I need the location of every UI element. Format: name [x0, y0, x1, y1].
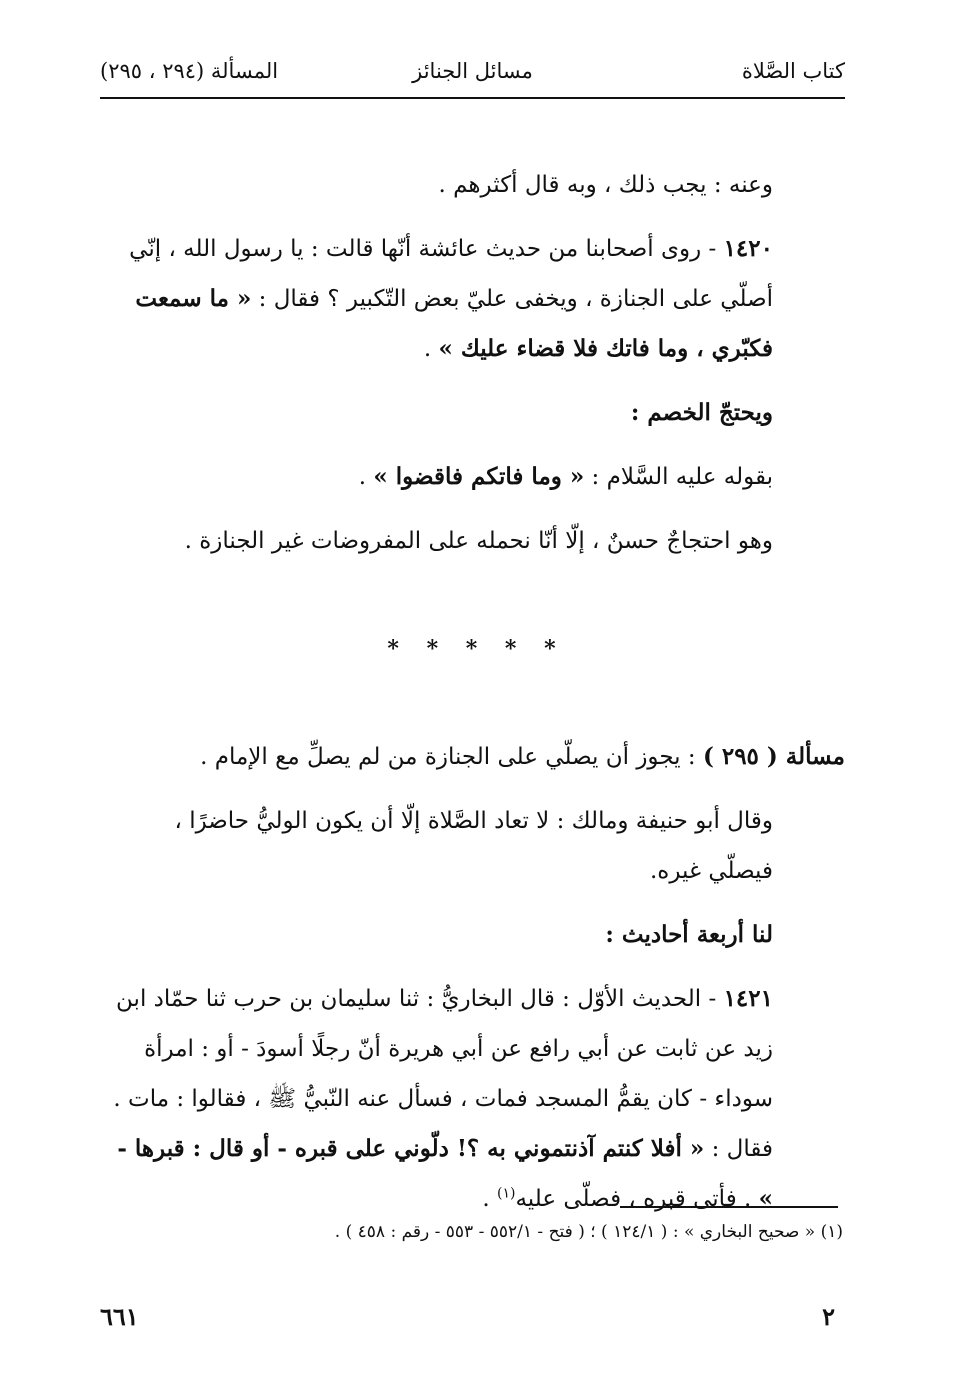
header-divider — [100, 97, 845, 99]
hadith-number: ١٤٢٠ — [723, 235, 773, 262]
header-issue-range: المسألة (٢٩٤ ، ٢٩٥) — [100, 59, 279, 83]
footnote-divider — [620, 1206, 838, 1208]
page-body — [108, 160, 845, 1224]
hadith-1420 — [108, 224, 845, 374]
footnote: (١) « صحيح البخاري » : ( ١٢٤/١ ) ؛ ( فتح - ٥٥٢/١ - ٥٥٣ - رقم : ٤٥٨ ) . — [334, 1222, 843, 1242]
sentence-end: . — [358, 464, 374, 490]
header-book-title: كتاب الصَّلاة — [741, 59, 845, 83]
paragraph: وهو احتجاجٌ حسنٌ ، إلّا أنّا نحمله على المفروضات غير الجنازة . — [184, 528, 773, 554]
section-heading: ويحتجّ الخصم : — [630, 399, 773, 426]
paragraph — [108, 452, 845, 502]
page-number: ٦٦١ — [100, 1302, 139, 1331]
hadith-number: ١٤٢١ — [723, 985, 773, 1012]
hadith-text: - الحديث الأوّل : قال البخاريُّ : ثنا سليمان بن حرب ثنا حمّاد ابن زيد عن ثابت عن أبي رافع عن أبي هريرة أنّ رجلًا أسودَ - أو : امرأة سوداء - كان يقمُّ المسجد فمات ، فسأل عنه النّبيُّ ﷺ ، فقالوا : مات . فقال : — [113, 986, 773, 1162]
sentence-end: . — [423, 336, 439, 362]
section-heading: لنا أربعة أحاديث : — [605, 921, 773, 948]
hadith-quote: « أفلا كنتم آذنتموني به ؟! دلّوني على قبره - أو قال : قبرها - » — [117, 1135, 773, 1212]
hadith-text: . فأتى قبره ، فصلّى عليه — [515, 1186, 759, 1212]
hadith-quote: « ما سمعت فكبّري ، وما فاتك فلا قضاء عليك » — [135, 285, 773, 362]
running-header — [100, 55, 845, 95]
paragraph: وعنه : يجب ذلك ، وبه قال أكثرهم . — [438, 172, 773, 198]
hadith-quote: « وما فاتكم فاقضوا » — [373, 463, 585, 490]
part-number: ٢ — [822, 1302, 835, 1331]
header-chapter-title: مسائل الجنائز — [412, 59, 533, 83]
paragraph: وقال أبو حنيفة ومالك : لا تعاد الصَّلاة إلّا أن يكون الوليُّ حاضرًا ، فيصلّي غيره. — [174, 808, 773, 884]
issue-text: : يجوز أن يصلّي على الجنازة من لم يصلِّ مع الإمام . — [200, 744, 703, 770]
hadith-text: - روى أصحابنا من حديث عائشة أنّها قالت : يا رسول الله ، إنّي أصلّي على الجنازة ، ويخفى عليّ بعض التّكبير ؟ فقال : — [129, 236, 773, 312]
footnote-ref: (١) — [496, 1185, 516, 1202]
issue-295 — [108, 732, 845, 782]
paragraph-text: بقوله عليه السَّلام : — [584, 464, 773, 490]
sentence-end: . — [482, 1186, 497, 1212]
issue-label: مسألة ( ٢٩٥ ) — [702, 743, 845, 770]
hadith-1421 — [108, 974, 845, 1224]
section-separator: * * * * * — [387, 636, 566, 662]
